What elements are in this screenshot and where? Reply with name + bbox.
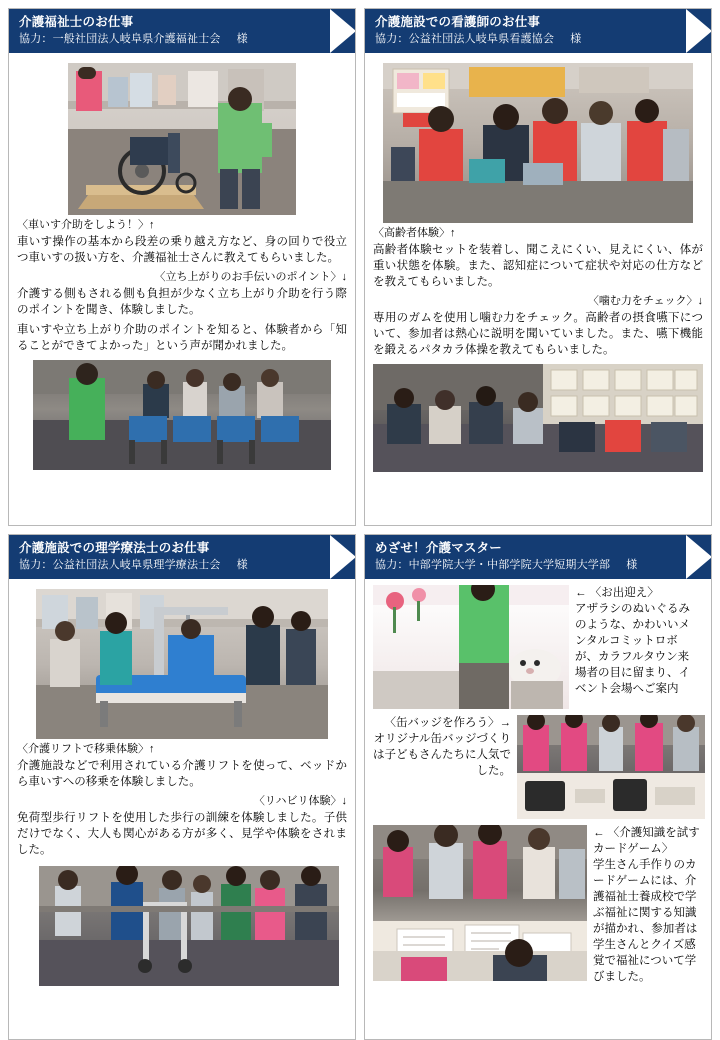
can-badge-caption: 〈缶バッジを作ろう〉→ — [384, 717, 511, 729]
paragraph-chewing-check: 専用のガムを使用し噛む力をチェック。高齢者の摂食嚥下について、参加者は熱心に説明を聞いていました。また、嚥下機能を鍛えるパタカラ体操を教えてもらいました。 — [373, 312, 703, 356]
elderly-simulation-booth-photo — [383, 63, 693, 223]
standing-assist-demo-photo — [33, 360, 331, 470]
photo-art — [373, 364, 703, 472]
panel-header — [365, 535, 711, 579]
caption-chewing-check: 〈噛む力をチェック〉↓ — [587, 295, 703, 307]
card-game-caption: ← 〈介護知識を試すカードゲーム〉 — [593, 827, 700, 855]
can-badge-making-photo — [517, 715, 705, 819]
paragraph-rehab: 免荷型歩行リフトを使用した歩行の訓練を体験しました。子供だけでなく、大人も関心がある方が多く、見学や体験をされました。 — [17, 812, 347, 856]
photo-art — [383, 63, 693, 223]
photo-art — [33, 360, 331, 470]
can-badge-body: オリジナル缶バッジづくりは子どもさんたちに人気でした。 — [373, 733, 511, 777]
panel-content — [9, 579, 355, 994]
cooperation-text: 協力：中部学院大学・中部学院大学短期大学部 — [375, 559, 611, 571]
caption-elderly-simulation: 〈高齢者体験〉↑ — [373, 227, 456, 239]
card-game-text-block — [593, 825, 703, 985]
paragraph-standing-assist: 介護する側もされる側も負担が少なく立ち上がり介助を行う際のポイントを聞き、体験しました。 — [17, 288, 347, 316]
card-game-block — [373, 825, 703, 985]
panel-care-worker — [8, 8, 356, 526]
welcome-body: アザラシのぬいぐるみのような、かわいいメンタルコミットロボが、カラフルタウン来場者の目に留まり、イベント会場へご案内 — [575, 603, 690, 695]
paragraph-elderly-simulation: 高齢者体験セットを装着し、聞こえにくい、見えにくい、体が重い状態を体験。また、認知症について症状や対応の仕方などを教えてもらいました。 — [373, 244, 703, 288]
mental-commit-robot-photo — [373, 585, 569, 709]
caption-wheelchair: 〈車いす介助をしよう！〉↑ — [17, 219, 155, 231]
panel-header — [9, 535, 355, 579]
can-badge-block — [373, 715, 703, 819]
panel-content — [9, 53, 355, 478]
welcome-block — [373, 585, 703, 709]
panel-title: 介護施設での看護師のお仕事 — [375, 15, 541, 29]
panel-cooperation — [375, 31, 701, 48]
banner-arrow-icon — [711, 9, 712, 53]
panel-care-master — [364, 534, 712, 1040]
caption-rehab: 〈リハビリ体験〉↓ — [253, 795, 347, 807]
panel-header — [9, 9, 355, 53]
chewing-power-check-photo — [373, 364, 703, 472]
panel-title: 介護施設での理学療法士のお仕事 — [19, 541, 210, 555]
paragraph-care-lift: 介護施設などで利用されている介護リフトを使って、ベッドから車いすへの移乗を体験しました。 — [17, 760, 347, 788]
panel-physical-therapist — [8, 534, 356, 1040]
panel-title: 介護福祉士のお仕事 — [19, 15, 134, 29]
paragraph-voices: 車いすや立ち上がり介助のポイントを知ると、体験者から「知ることができてよかった」という声が聞かれました。 — [17, 324, 347, 352]
honorific: 様 — [626, 559, 638, 571]
caption-care-lift: 〈介護リフトで移乗体験〉↑ — [17, 743, 155, 755]
cooperation-text: 協力：一般社団法人岐阜県介護福祉士会 — [19, 33, 221, 45]
card-game-table-photo — [373, 825, 587, 981]
can-badge-text-block — [373, 715, 511, 779]
panel-nurse — [364, 8, 712, 526]
panel-content — [365, 579, 711, 999]
honorific: 様 — [236, 33, 248, 45]
panel-cooperation — [375, 557, 701, 574]
banner-arrow-icon — [355, 9, 356, 53]
panel-content — [365, 53, 711, 480]
photo-art — [39, 866, 339, 986]
panel-cooperation — [19, 557, 345, 574]
panel-header — [365, 9, 711, 53]
honorific: 様 — [236, 559, 248, 571]
photo-art — [68, 63, 296, 215]
panel-cooperation — [19, 31, 345, 48]
care-lift-transfer-photo — [36, 589, 328, 739]
panel-title: めざせ！介護マスター — [375, 541, 503, 555]
photo-art — [36, 589, 328, 739]
banner-arrow-icon — [355, 535, 356, 579]
cooperation-text: 協力：公益社団法人岐阜県理学療法士会 — [19, 559, 221, 571]
welcome-caption: ← 〈お出迎え〉 — [575, 587, 659, 599]
paragraph-wheelchair: 車いす操作の基本から段差の乗り越え方など、身の回りで役立つ車いすの扱い方を、介護福祉士さんに教えてもらいました。 — [17, 236, 347, 264]
cooperation-text: 協力：公益社団法人岐阜県看護協会 — [375, 33, 555, 45]
gait-training-rehab-photo — [39, 866, 339, 986]
welcome-text-block — [575, 585, 693, 697]
photo-art — [373, 825, 587, 981]
wheelchair-step-demo-photo — [68, 63, 296, 215]
photo-art — [373, 585, 569, 709]
caption-standing-assist: 〈立ち上がりのお手伝いのポイント〉↓ — [154, 271, 347, 283]
photo-art — [517, 715, 705, 819]
banner-arrow-icon — [711, 535, 712, 579]
honorific: 様 — [570, 33, 582, 45]
card-game-body: 学生さん手作りのカードゲームには、介護福祉士養成校で学ぶ福祉に関する知識が描かれ、参加者は学生さんとクイズ感覚で福祉について学びました。 — [593, 859, 698, 983]
